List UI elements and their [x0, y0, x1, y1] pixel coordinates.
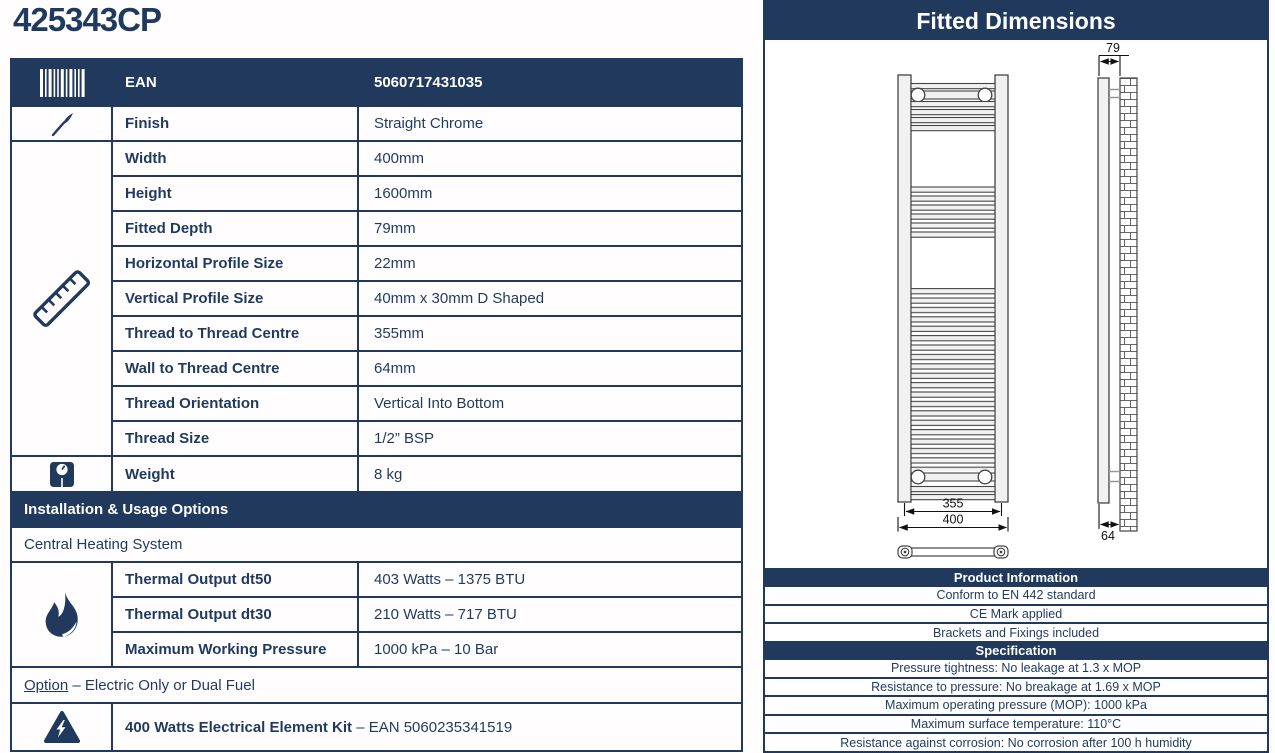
row-value: 5060717431035: [358, 59, 742, 106]
table-row-height: [11, 176, 742, 211]
row-value: 210 Watts – 717 BTU: [358, 597, 742, 632]
table-row-thermal-dt50: [11, 562, 742, 597]
table-row-central-heating: [11, 527, 742, 562]
row-value: 22mm: [358, 246, 742, 281]
row-label: Thermal Output dt50: [112, 562, 358, 597]
specification-item: Maximum surface temperature: 110°C: [765, 714, 1267, 733]
product-information-item: Conform to EN 442 standard: [765, 585, 1267, 604]
bottom-view: [898, 546, 1008, 558]
info-section: [765, 568, 1267, 751]
row-value: 1000 kPa – 10 Bar: [358, 632, 742, 667]
table-row-fitted-depth: [11, 211, 742, 246]
table-row-thread-to-thread: [11, 316, 742, 351]
electric-kit-ean: – EAN 5060235341519: [352, 718, 513, 736]
product-information-item: Brackets and Fixings included: [765, 622, 1267, 641]
dim-label-355: 355: [942, 496, 964, 511]
dim-label-64: 64: [1101, 529, 1115, 543]
installation-section-header: Installation & Usage Options: [11, 492, 742, 527]
row-value: 40mm x 30mm D Shaped: [358, 281, 742, 316]
flame-icon: [39, 589, 85, 641]
specification-table: [10, 58, 743, 752]
table-row-weight: [11, 456, 742, 492]
product-information-header: Product Information: [765, 568, 1267, 585]
row-label: Fitted Depth: [112, 211, 358, 246]
product-code: 425343CP: [13, 1, 161, 38]
row-label: Thread Orientation: [112, 386, 358, 421]
central-heating-text: Central Heating System: [11, 527, 742, 562]
row-value: 64mm: [358, 351, 742, 386]
specification-item: Maximum operating pressure (MOP): 1000 kPa: [765, 695, 1267, 714]
row-value: 1600mm: [358, 176, 742, 211]
fitted-dimensions-panel: [763, 0, 1269, 753]
row-value: 8 kg: [358, 456, 742, 492]
table-row-ean: [11, 59, 742, 106]
option-word: Option: [24, 676, 69, 694]
section-header-row: [11, 492, 742, 527]
table-row-max-pressure: [11, 632, 742, 667]
dim-label-79: 79: [1106, 41, 1120, 55]
side-view: [1098, 78, 1137, 531]
paintbrush-icon: [47, 109, 77, 139]
row-value: 1/2” BSP: [358, 421, 742, 456]
row-value: Vertical Into Bottom: [358, 386, 742, 421]
row-value: 403 Watts – 1375 BTU: [358, 562, 742, 597]
row-label: Thermal Output dt30: [112, 597, 358, 632]
dim-79: [1099, 56, 1129, 77]
specification-item: Resistance against corrosion: No corrosion after 100 h humidity: [765, 732, 1267, 751]
row-value: 400mm: [358, 141, 742, 176]
dim-label-400: 400: [942, 512, 964, 527]
table-row-vertical-profile: [11, 281, 742, 316]
table-row-horizontal-profile: [11, 246, 742, 281]
option-text: – Electric Only or Dual Fuel: [68, 676, 255, 694]
row-value: Straight Chrome: [358, 106, 742, 141]
radiator-technical-drawing: [765, 40, 1267, 568]
electric-kit-name: 400 Watts Electrical Element Kit: [125, 718, 353, 736]
row-label: Height: [112, 176, 358, 211]
row-label: Maximum Working Pressure: [112, 632, 358, 667]
table-row-thread-orientation: [11, 386, 742, 421]
row-label: Width: [112, 141, 358, 176]
dim-64: [1099, 504, 1119, 529]
table-row-electric-kit: [11, 703, 742, 751]
specification-header: Specification: [765, 641, 1267, 658]
row-label: Wall to Thread Centre: [112, 351, 358, 386]
table-row-thermal-dt30: [11, 597, 742, 632]
row-label: Finish: [112, 106, 358, 141]
row-label: Thread to Thread Centre: [112, 316, 358, 351]
fitted-dimensions-title: Fitted Dimensions: [765, 2, 1267, 40]
table-row-option: [11, 667, 742, 703]
table-row-wall-to-thread: [11, 351, 742, 386]
electric-warning-icon: [43, 710, 81, 744]
drawing-area: [765, 40, 1267, 568]
ruler-icon: [26, 263, 98, 335]
table-row-width: [11, 141, 742, 176]
row-label: Thread Size: [112, 421, 358, 456]
table-row-thread-size: [11, 421, 742, 456]
row-label: Weight: [112, 456, 358, 492]
weight-scale-icon: [46, 459, 78, 490]
row-label: Horizontal Profile Size: [112, 246, 358, 281]
product-information-item: CE Mark applied: [765, 604, 1267, 623]
barcode-icon: [39, 69, 85, 97]
row-value: 355mm: [358, 316, 742, 351]
row-label: Vertical Profile Size: [112, 281, 358, 316]
row-label: EAN: [112, 59, 358, 106]
table-row-finish: [11, 106, 742, 141]
specification-item: Pressure tightness: No leakage at 1.3 x MOP: [765, 658, 1267, 677]
row-value: 79mm: [358, 211, 742, 246]
front-view: [898, 75, 1008, 502]
specification-item: Resistance to pressure: No breakage at 1.69 x MOP: [765, 677, 1267, 696]
